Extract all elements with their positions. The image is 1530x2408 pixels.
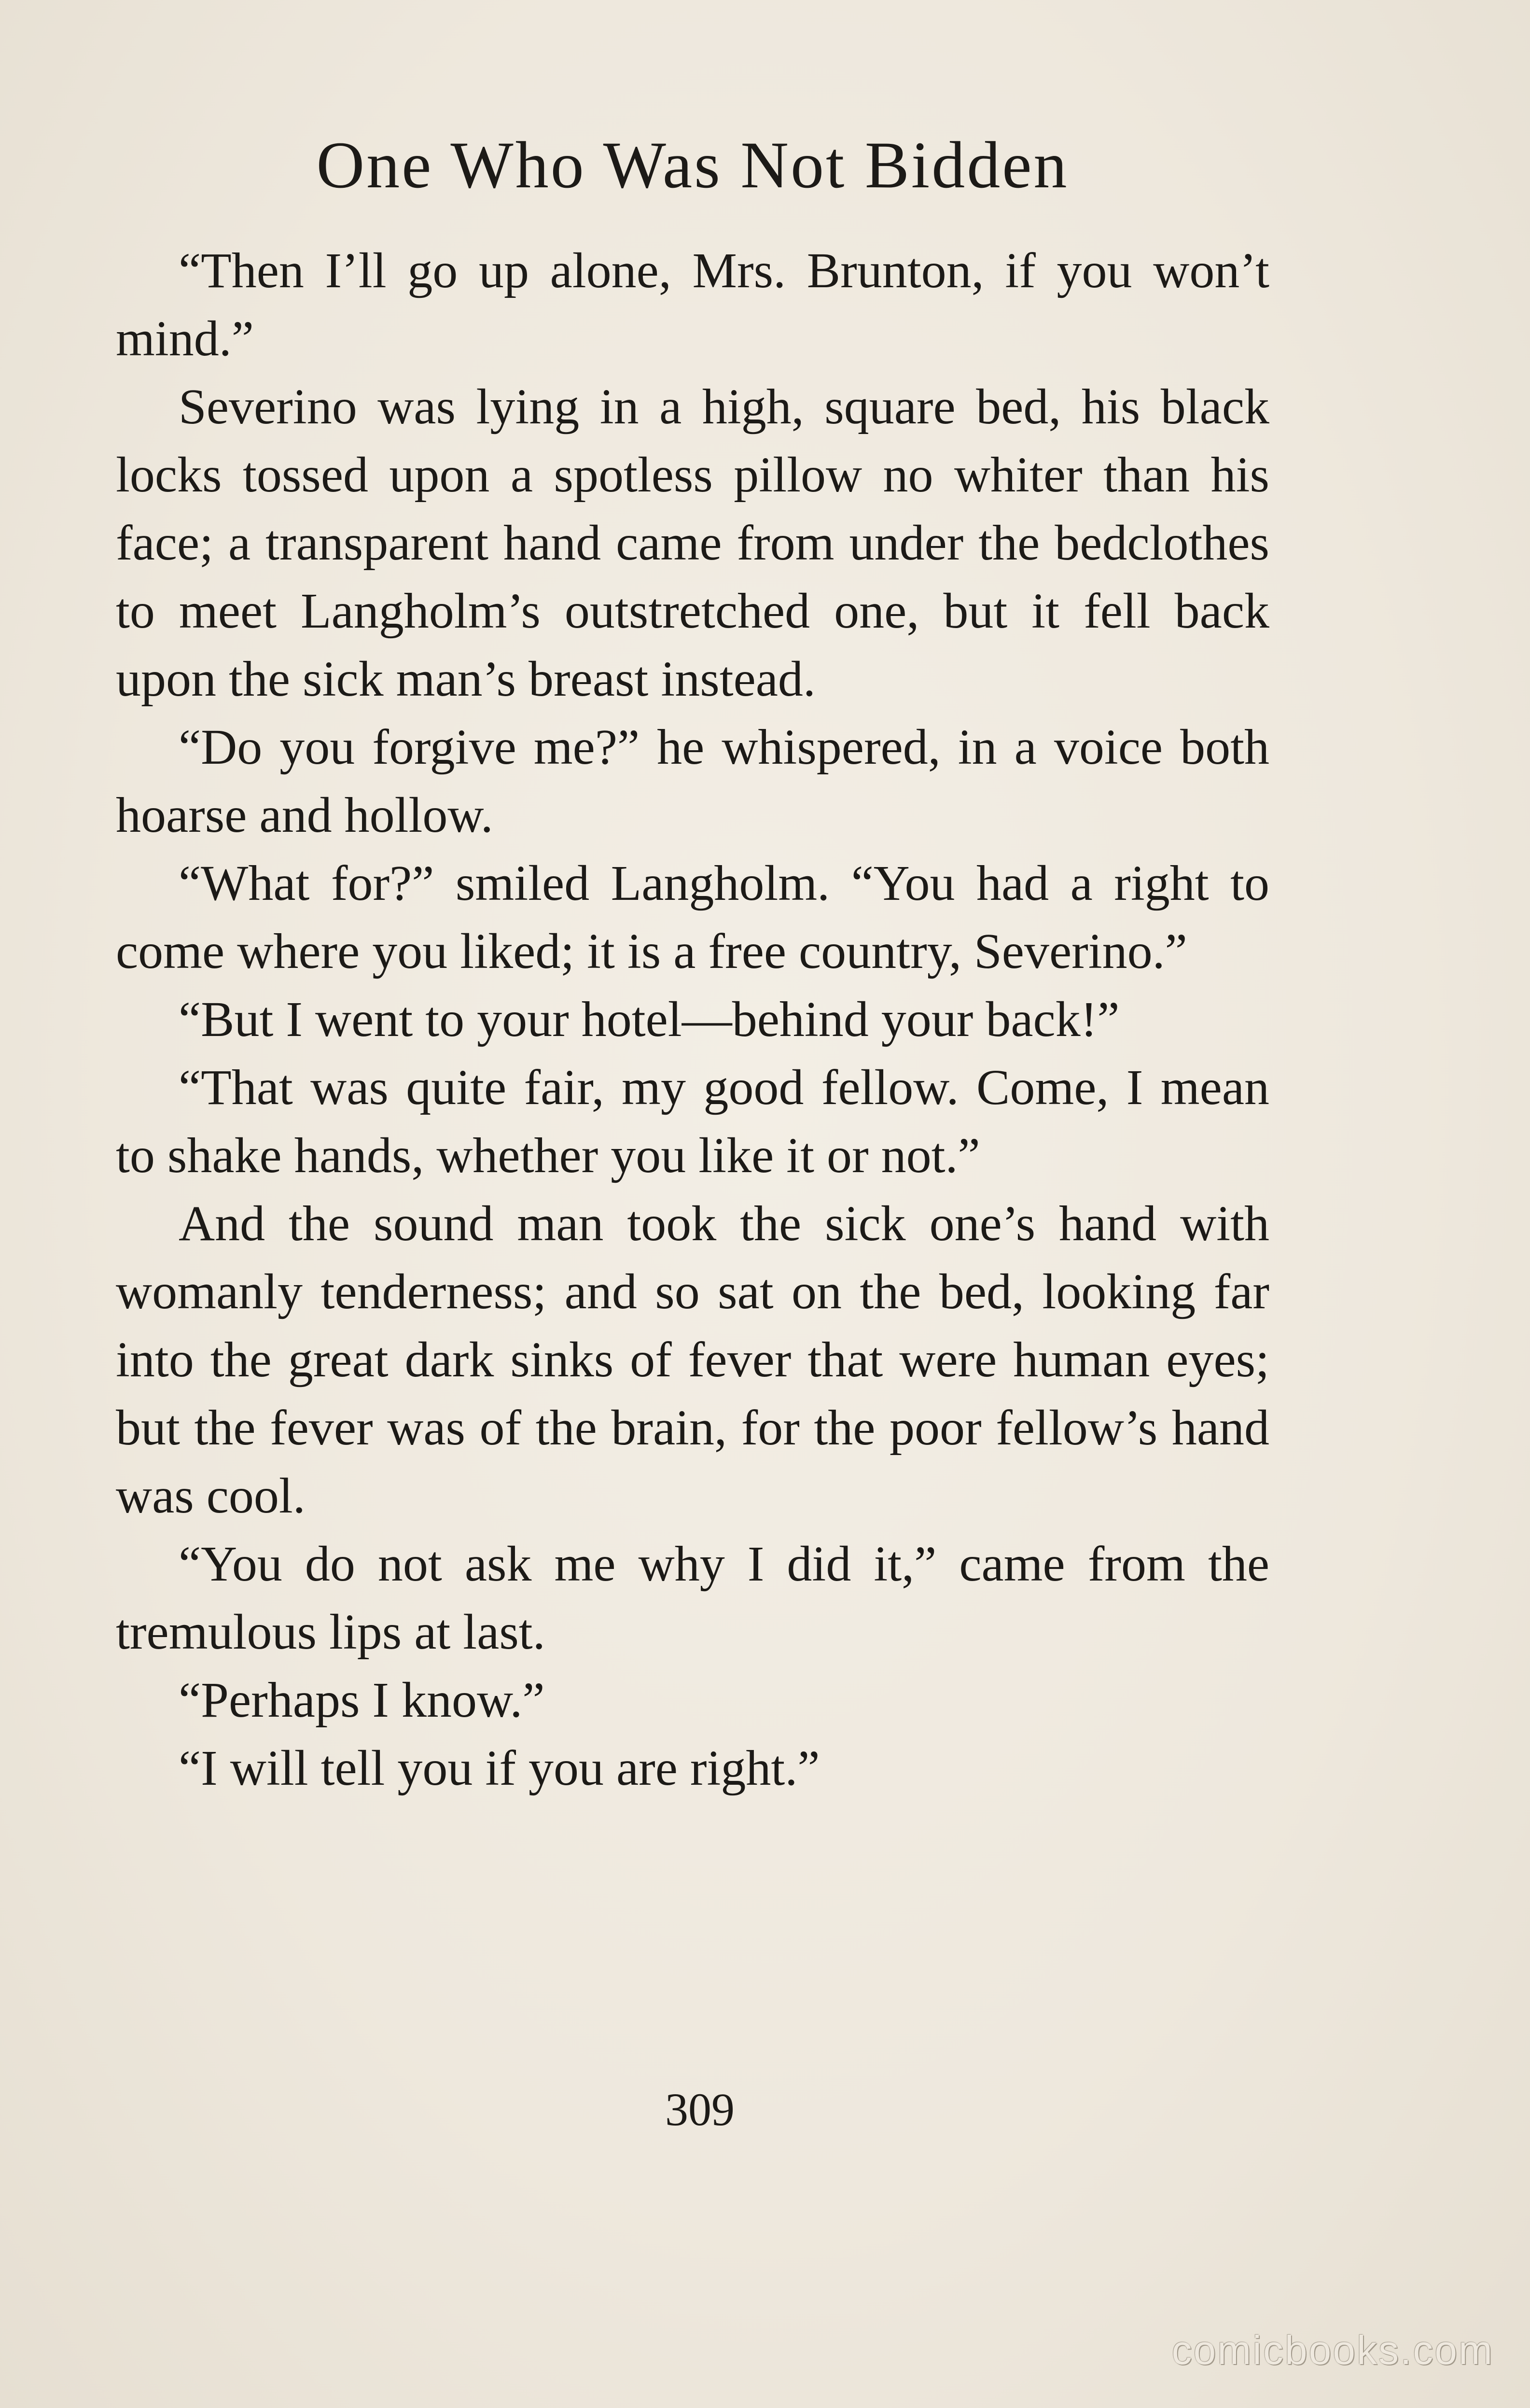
page-number: 309 (665, 2084, 735, 2135)
paragraph: “You do not ask me why I did it,” came from the tremulous lips at last. (116, 1536, 1269, 1660)
running-head: One Who Was Not Bidden (316, 128, 1069, 202)
paragraph: “I will tell you if you are right.” (179, 1740, 820, 1796)
paragraph: “Then I’ll go up alone, Mrs. Brunton, if you won’t mind.” (116, 243, 1269, 366)
body-text (116, 237, 1269, 1802)
paragraph: “That was quite fair, my good fellow. Come, I mean to shake hands, whether you like it or not.” (116, 1060, 1269, 1183)
watermark: comicbooks.com (1171, 2327, 1494, 2373)
paragraph: “But I went to your hotel—behind your back!” (179, 992, 1120, 1047)
paragraph: “Perhaps I know.” (179, 1672, 545, 1728)
paragraph: “What for?” smiled Langholm. “You had a right to come where you liked; it is a free country, Severino.” (116, 855, 1269, 979)
paragraph: “Do you forgive me?” he whispered, in a voice both hoarse and hollow. (116, 719, 1269, 843)
paragraph: Severino was lying in a high, square bed, his black locks tossed upon a spotless pillow no whiter than his face; a transparent hand came from under the bedclothes to meet Langholm’s outstretched one, but it fell back upon the sick man’s breast instead. (116, 379, 1269, 707)
paragraph: And the sound man took the sick one’s hand with womanly tenderness; and so sat on the bed, looking far into the great dark sinks of fever that were human eyes; but the fever was of the brain, for the poor fellow’s hand was cool. (116, 1196, 1269, 1524)
